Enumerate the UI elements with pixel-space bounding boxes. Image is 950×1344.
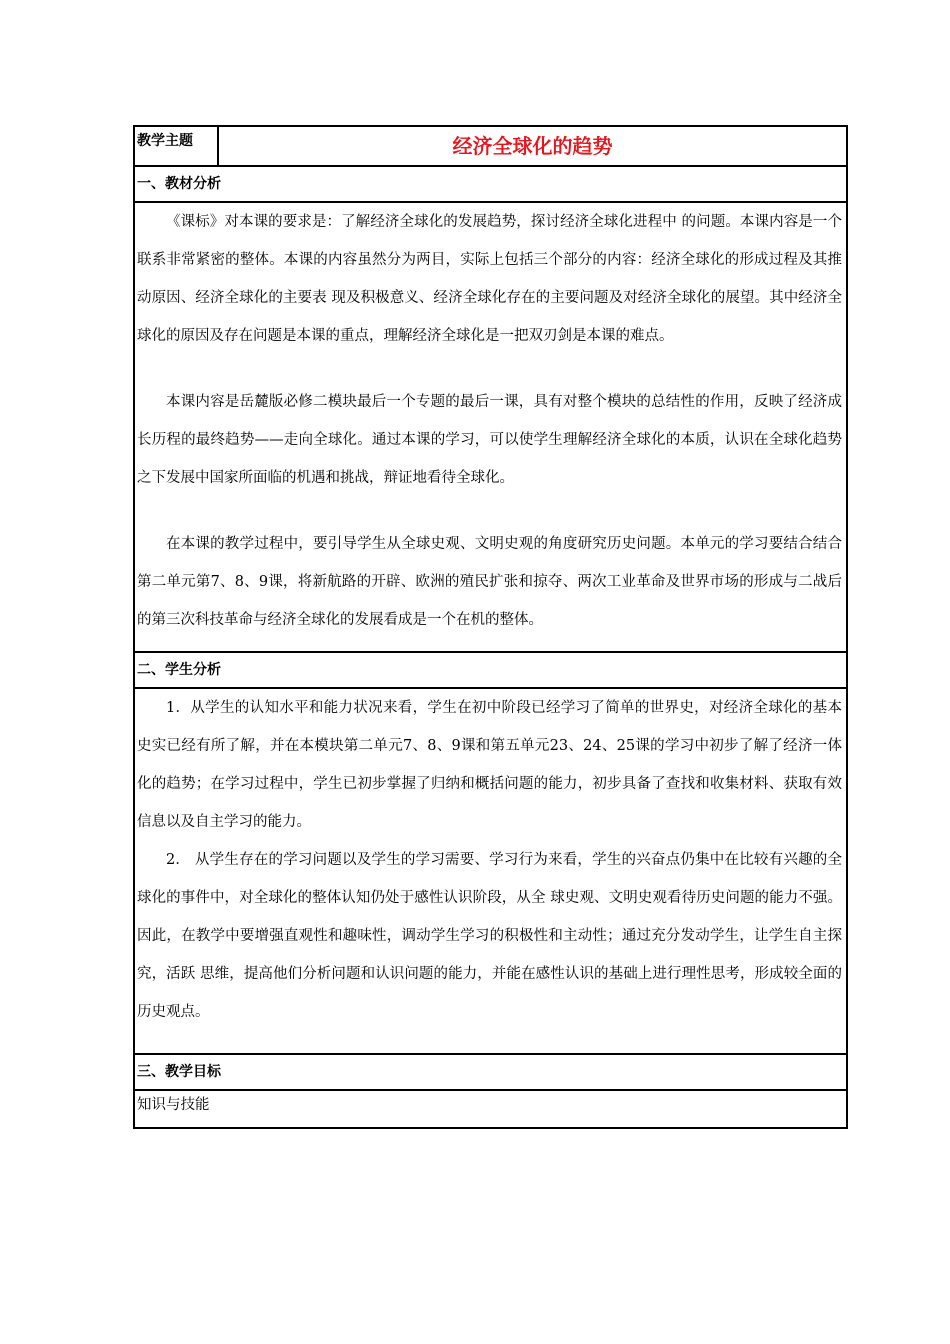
section-heading-textbook-analysis: 一、教材分析 [134,166,847,202]
goal-knowledge-skills: 知识与技能 [134,1090,847,1128]
section1-body-row [134,202,847,652]
section3-heading-row [134,1054,847,1090]
section1-heading-row [134,166,847,202]
section-heading-student-analysis: 二、学生分析 [134,652,847,688]
textbook-analysis-body [134,202,847,652]
paragraph: 1．从学生的认知水平和能力状况来看，学生在初中阶段已经学习了简单的世界史，对经济全球化的基本史实已经有所了解，并在本模块第二单元7、8、9课和第五单元23、24、25课的学习中初步了解了经济一体化的趋势；在学习过程中，学生已初步掌握了归纳和概括问题的能力，初步具备了查找和收集材料、获取有效信息以及自主学习的能力。 [137,700,842,830]
section2-body-row [134,688,847,1054]
lesson-plan-table [133,125,848,1129]
topic-row [134,126,847,166]
student-analysis-body [134,688,847,1054]
paragraph: 本课内容是岳麓版必修二模块最后一个专题的最后一课，具有对整个模块的总结性的作用，反映了经济成长历程的最终趋势——走向全球化。通过本课的学习，可以使学生理解经济全球化的本质，认识在全球化趋势之下发展中国家所面临的机遇和挑战，辩证地看待全球化。 [137,394,842,486]
section3-item-row [134,1090,847,1128]
paragraph: 2． 从学生存在的学习问题以及学生的学习需要、学习行为来看，学生的兴奋点仍集中在比较有兴趣的全球化的事件中，对全球化的整体认知仍处于感性认识阶段，从全 球史观、文明史观看待历史问题的能力不强。因此，在教学中要增强直观性和趣味性，调动学生学习的积极性和主动性；通过充分发动学生，让学生自主探究，活跃 思维，提高他们分析问题和认识问题的能力，并能在感性认识的基础上进行理性思考，形成较全面的历史观点。 [137,852,842,1020]
section-heading-teaching-goals: 三、教学目标 [134,1054,847,1090]
section2-heading-row [134,652,847,688]
paragraph: 在本课的教学过程中，要引导学生从全球史观、文明史观的角度研究历史问题。本单元的学习要结合结合第二单元第7、8、9课，将新航路的开辟、欧洲的殖民扩张和掠夺、两次工业革命及世界市场的形成与二战后的第三次科技革命与经济全球化的发展看成是一个在机的整体。 [137,536,842,628]
paragraph: 《课标》对本课的要求是：了解经济全球化的发展趋势，探讨经济全球化进程中 的问题。本课内容是一个联系非常紧密的整体。本课的内容虽然分为两目，实际上包括三个部分的内容：经济全球化的形成过程及其推动原因、经济全球化的主要表 现及积极意义、经济全球化存在的主要问题及对经济全球化的展望。其中经济全球化的原因及存在问题是本课的重点，理解经济全球化是一把双刃剑是本课的难点。 [137,214,842,344]
lesson-title: 经济全球化的趋势 [218,126,847,166]
topic-label: 教学主题 [134,126,218,166]
